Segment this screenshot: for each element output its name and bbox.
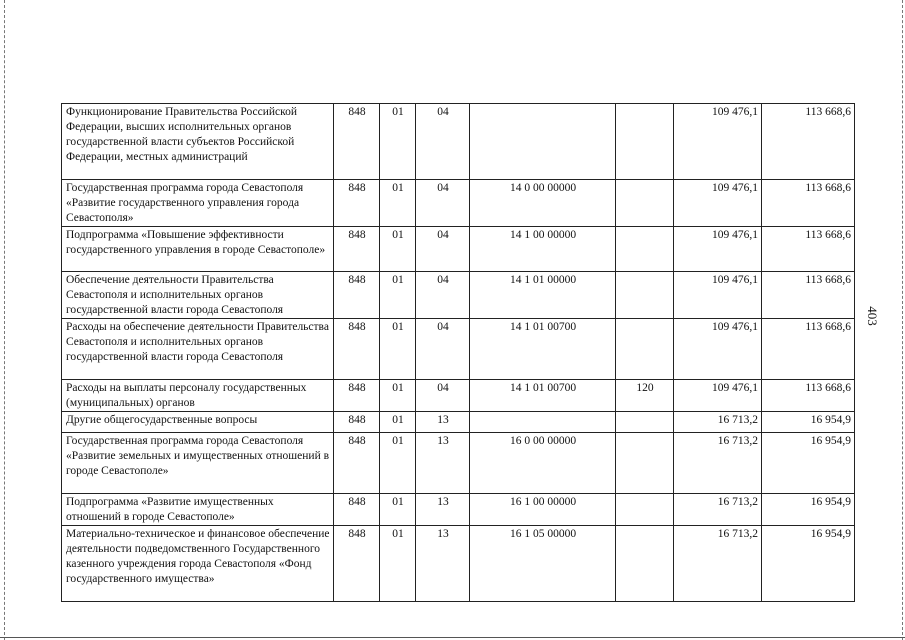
table-row bbox=[62, 494, 855, 526]
row-sum-1: 109 476,1 bbox=[674, 272, 762, 319]
row-sum-2: 16 954,9 bbox=[762, 494, 855, 526]
scan-border-bottom bbox=[0, 637, 905, 638]
budget-table bbox=[61, 103, 855, 602]
row-sum-1: 16 713,2 bbox=[674, 494, 762, 526]
row-rz: 01 bbox=[380, 494, 416, 526]
row-vr bbox=[616, 227, 674, 272]
table-row bbox=[62, 433, 855, 494]
row-pr: 04 bbox=[416, 272, 470, 319]
row-ved: 848 bbox=[334, 412, 380, 433]
row-pr: 13 bbox=[416, 494, 470, 526]
row-vr bbox=[616, 494, 674, 526]
row-name: Функционирование Правительства Российской Федерации, высших исполнительных органов государственной власти субъектов Российской Федерации, местных администраций bbox=[62, 104, 334, 180]
page-number: 403 bbox=[864, 306, 880, 326]
row-sum-2: 16 954,9 bbox=[762, 433, 855, 494]
row-name: Расходы на выплаты персоналу государственных (муниципальных) органов bbox=[62, 380, 334, 412]
row-csr: 14 1 01 00700 bbox=[470, 380, 616, 412]
row-sum-1: 109 476,1 bbox=[674, 227, 762, 272]
row-name: Материально-техническое и финансовое обеспечение деятельности подведомственного Государственного казенного учреждения города Севастополя «Фонд государственного имущества» bbox=[62, 526, 334, 602]
row-name: Государственная программа города Севастополя «Развитие земельных и имущественных отношений в городе Севастополе» bbox=[62, 433, 334, 494]
table-row bbox=[62, 526, 855, 602]
row-ved: 848 bbox=[334, 272, 380, 319]
row-ved: 848 bbox=[334, 319, 380, 380]
row-rz: 01 bbox=[380, 526, 416, 602]
row-sum-2: 113 668,6 bbox=[762, 180, 855, 227]
table-row bbox=[62, 227, 855, 272]
row-rz: 01 bbox=[380, 433, 416, 494]
row-vr bbox=[616, 433, 674, 494]
row-sum-1: 109 476,1 bbox=[674, 319, 762, 380]
row-name: Государственная программа города Севастополя «Развитие государственного управления города Севастополя» bbox=[62, 180, 334, 227]
table-row bbox=[62, 272, 855, 319]
row-pr: 04 bbox=[416, 227, 470, 272]
row-vr bbox=[616, 104, 674, 180]
row-pr: 04 bbox=[416, 104, 470, 180]
row-sum-2: 113 668,6 bbox=[762, 319, 855, 380]
row-sum-1: 16 713,2 bbox=[674, 433, 762, 494]
scan-border-right bbox=[902, 0, 903, 640]
row-pr: 13 bbox=[416, 412, 470, 433]
row-sum-1: 109 476,1 bbox=[674, 180, 762, 227]
row-csr: 14 1 01 00700 bbox=[470, 319, 616, 380]
row-rz: 01 bbox=[380, 380, 416, 412]
row-vr bbox=[616, 412, 674, 433]
row-rz: 01 bbox=[380, 104, 416, 180]
row-ved: 848 bbox=[334, 227, 380, 272]
row-sum-1: 109 476,1 bbox=[674, 380, 762, 412]
row-sum-1: 16 713,2 bbox=[674, 526, 762, 602]
table-row bbox=[62, 180, 855, 227]
row-pr: 04 bbox=[416, 319, 470, 380]
row-ved: 848 bbox=[334, 526, 380, 602]
table-body bbox=[62, 104, 855, 602]
row-sum-2: 113 668,6 bbox=[762, 227, 855, 272]
row-csr: 14 0 00 00000 bbox=[470, 180, 616, 227]
row-name: Расходы на обеспечение деятельности Правительства Севастополя и исполнительных органов государственной власти города Севастополя bbox=[62, 319, 334, 380]
row-vr bbox=[616, 180, 674, 227]
row-sum-1: 109 476,1 bbox=[674, 104, 762, 180]
row-name: Подпрограмма «Повышение эффективности государственного управления в городе Севастополе» bbox=[62, 227, 334, 272]
scan-border-left bbox=[4, 0, 5, 640]
row-pr: 04 bbox=[416, 180, 470, 227]
row-name: Другие общегосударственные вопросы bbox=[62, 412, 334, 433]
table-row bbox=[62, 319, 855, 380]
row-csr: 14 1 01 00000 bbox=[470, 272, 616, 319]
row-rz: 01 bbox=[380, 227, 416, 272]
row-name: Обеспечение деятельности Правительства Севастополя и исполнительных органов государственной власти города Севастополя bbox=[62, 272, 334, 319]
row-sum-1: 16 713,2 bbox=[674, 412, 762, 433]
row-ved: 848 bbox=[334, 180, 380, 227]
table-row bbox=[62, 412, 855, 433]
table-row bbox=[62, 104, 855, 180]
row-ved: 848 bbox=[334, 380, 380, 412]
row-sum-2: 113 668,6 bbox=[762, 272, 855, 319]
row-csr bbox=[470, 412, 616, 433]
row-csr: 16 1 00 00000 bbox=[470, 494, 616, 526]
row-pr: 13 bbox=[416, 526, 470, 602]
row-rz: 01 bbox=[380, 180, 416, 227]
row-csr: 16 0 00 00000 bbox=[470, 433, 616, 494]
row-sum-2: 16 954,9 bbox=[762, 526, 855, 602]
row-ved: 848 bbox=[334, 104, 380, 180]
row-csr: 16 1 05 00000 bbox=[470, 526, 616, 602]
row-csr: 14 1 00 00000 bbox=[470, 227, 616, 272]
row-csr bbox=[470, 104, 616, 180]
row-ved: 848 bbox=[334, 494, 380, 526]
row-pr: 13 bbox=[416, 433, 470, 494]
row-vr bbox=[616, 272, 674, 319]
row-sum-2: 113 668,6 bbox=[762, 104, 855, 180]
row-sum-2: 113 668,6 bbox=[762, 380, 855, 412]
row-name: Подпрограмма «Развитие имущественных отношений в городе Севастополе» bbox=[62, 494, 334, 526]
row-rz: 01 bbox=[380, 412, 416, 433]
row-rz: 01 bbox=[380, 319, 416, 380]
row-vr bbox=[616, 319, 674, 380]
table-row bbox=[62, 380, 855, 412]
row-vr: 120 bbox=[616, 380, 674, 412]
row-sum-2: 16 954,9 bbox=[762, 412, 855, 433]
row-vr bbox=[616, 526, 674, 602]
row-pr: 04 bbox=[416, 380, 470, 412]
row-ved: 848 bbox=[334, 433, 380, 494]
row-rz: 01 bbox=[380, 272, 416, 319]
